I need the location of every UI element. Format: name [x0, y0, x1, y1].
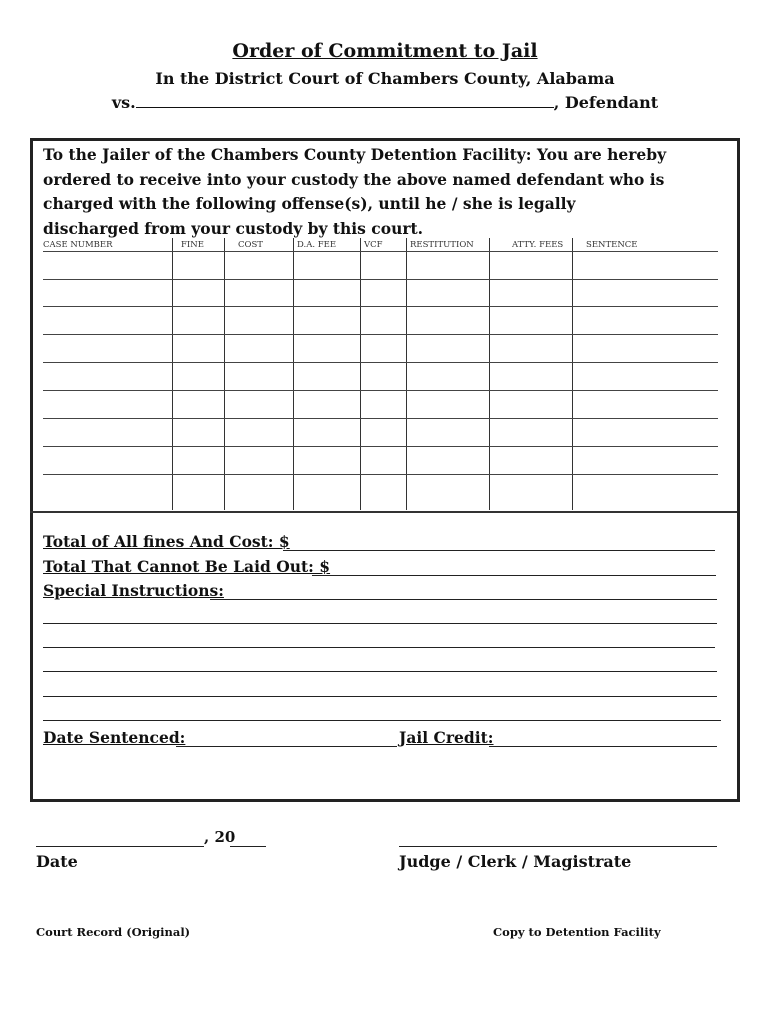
date-sentenced-label: Date Sentenced: [43, 728, 186, 747]
special-instructions-line[interactable] [43, 720, 721, 721]
table-row[interactable] [43, 474, 718, 475]
form-title: Order of Commitment to Jail [232, 40, 538, 62]
judge-signature-field[interactable] [399, 846, 717, 847]
special-instructions-label: Special Instructions: [43, 581, 224, 600]
col-da-fee: D.A. FEE [297, 240, 337, 250]
total-fines-field[interactable] [283, 550, 715, 551]
special-instructions-line[interactable] [43, 623, 717, 624]
jail-credit-field[interactable] [489, 746, 717, 747]
section-divider [30, 511, 737, 513]
special-instructions-line[interactable] [43, 647, 715, 648]
court-subtitle: In the District Court of Chambers County, Alabama [155, 69, 615, 88]
special-instructions-line[interactable] [43, 671, 717, 672]
col-cost: COST [238, 240, 263, 250]
defendant-line [0, 93, 770, 112]
vs-prefix: vs. [111, 93, 136, 112]
defendant-name-field[interactable] [136, 93, 554, 108]
special-instructions-field[interactable] [210, 599, 717, 600]
year-field[interactable] [230, 846, 266, 847]
col-case-number: CASE NUMBER [43, 240, 113, 250]
date-sentenced-field[interactable] [176, 746, 397, 747]
table-row[interactable] [43, 251, 718, 252]
table-row[interactable] [43, 334, 718, 335]
footer-copy-detention: Copy to Detention Facility [493, 925, 661, 939]
table-row[interactable] [43, 306, 718, 307]
table-row[interactable] [43, 390, 718, 391]
col-restitution: RESTITUTION [410, 240, 474, 250]
cannot-lay-out-label: Total That Cannot Be Laid Out: $ [43, 557, 331, 576]
jail-credit-label: Jail Credit: [399, 728, 494, 747]
table-row[interactable] [43, 362, 718, 363]
year-prefix: , 20 [204, 828, 236, 846]
col-vcf: VCF [364, 240, 383, 250]
total-fines-label: Total of All fines And Cost: $ [43, 532, 290, 551]
col-atty-fees: ATTY. FEES [512, 240, 564, 250]
table-row[interactable] [43, 446, 718, 447]
judge-label: Judge / Clerk / Magistrate [399, 852, 632, 871]
jailer-instructions: To the Jailer of the Chambers County Detention Facility: You are hereby ordered to receive into your custody the above named defendant who is charged with the following offense(s), until he / she is legally discharged from your custody by this court. [43, 145, 667, 238]
table-row[interactable] [43, 418, 718, 419]
date-label: Date [36, 852, 78, 871]
table-row[interactable] [43, 279, 718, 280]
date-field[interactable] [36, 846, 204, 847]
defendant-suffix: , Defendant [553, 93, 659, 112]
col-sentence: SENTENCE [586, 240, 638, 250]
col-fine: FINE [181, 240, 204, 250]
special-instructions-line[interactable] [43, 696, 717, 697]
cannot-lay-out-field[interactable] [312, 575, 716, 576]
footer-court-record: Court Record (Original) [36, 925, 191, 939]
